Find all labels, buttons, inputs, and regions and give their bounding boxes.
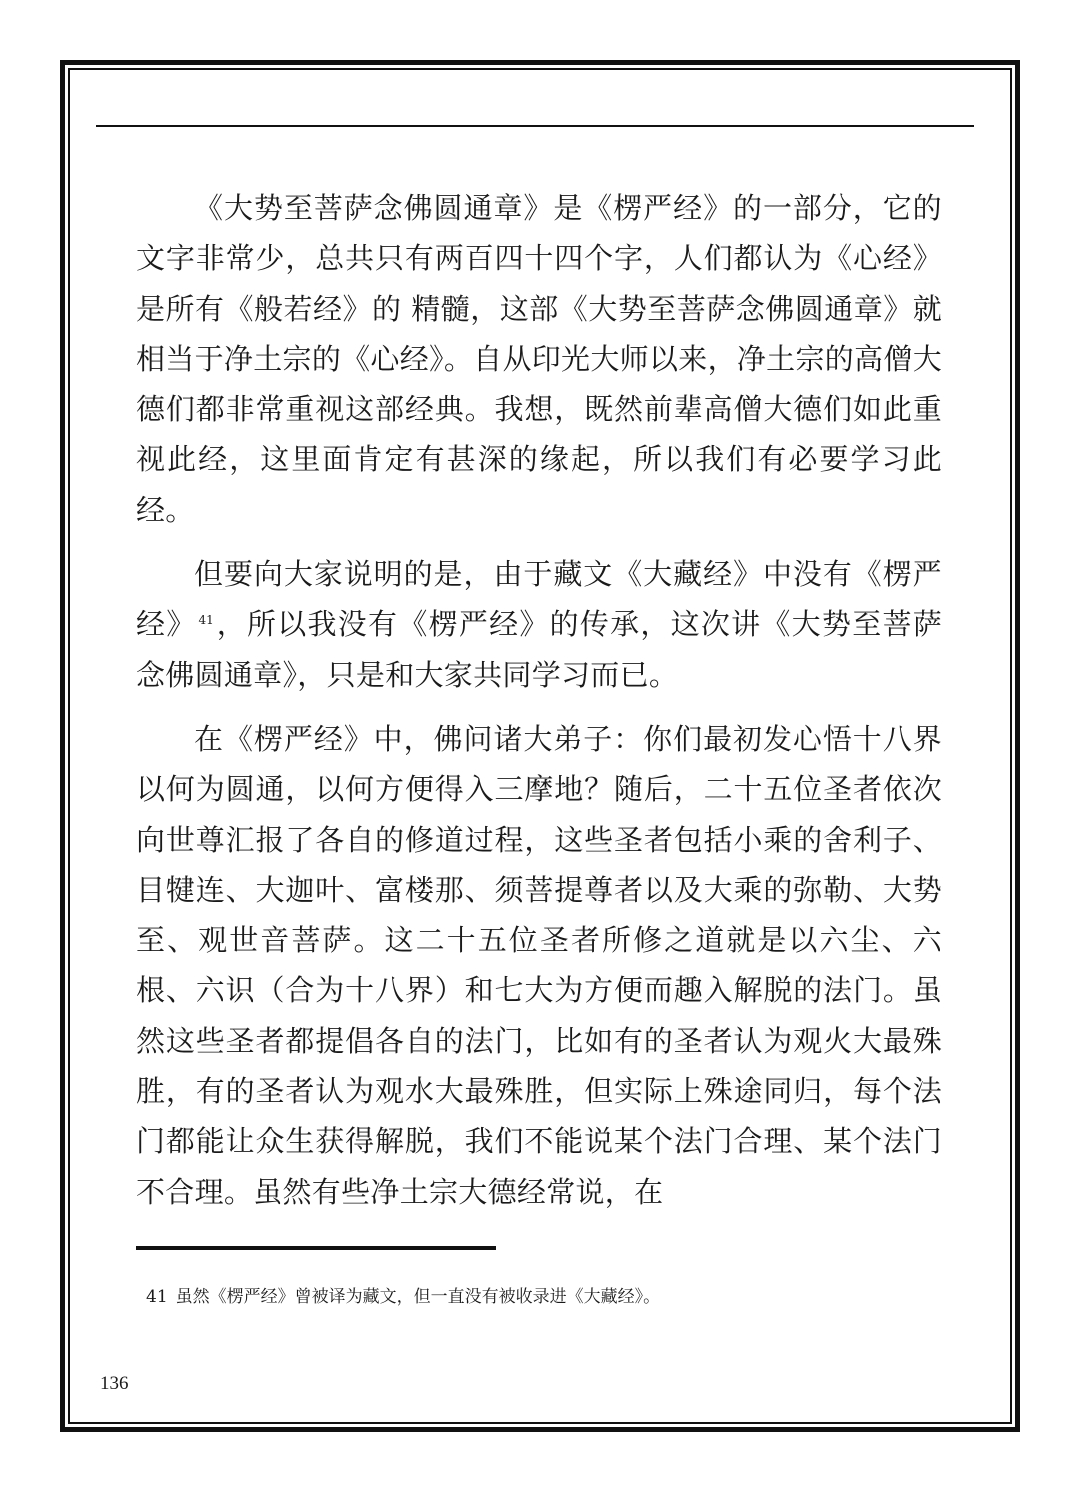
- paragraph-2-text-b: ，所以我没有《楞严经》的传承，这次讲《大势至菩萨念佛圆通章》，只是和大家共同学习而已。: [136, 607, 943, 692]
- header-rule: [96, 125, 974, 127]
- footnote-reference[interactable]: 41: [198, 612, 214, 627]
- body-text: [136, 183, 942, 1231]
- footnote-text: 虽然《楞严经》曾被译为藏文，但一直没有被收录进《大藏经》。: [175, 1287, 661, 1307]
- paragraph-3: [136, 714, 942, 1217]
- footnote-rule: [136, 1246, 496, 1250]
- paragraph-1: [136, 183, 942, 535]
- footnote: [146, 1285, 936, 1309]
- paragraph-3-text: 在《楞严经》中，佛问诸大弟子：你们最初发心悟十八界以何为圆通，以何方便得入三摩地？随后，二十五位圣者依次向世尊汇报了各自的修道过程，这些圣者包括小乘的舍利子、目犍连、大迦叶、富楼那、须菩提尊者以及大乘的弥勒、大势至、观世音菩萨。这二十五位圣者所修之道就是以六尘、六根、六识（合为十八界）和七大为方便而趣入解脱的法门。虽然这些圣者都提倡各自的法门，比如有的圣者认为观火大最殊胜，有的圣者认为观水大最殊胜，但实际上殊途同归，每个法门都能让众生获得解脱，我们不能说某个法门合理、某个法门不合理。虽然有些净土宗大德经常说，在: [136, 721, 942, 1209]
- footnote-number: 41: [146, 1287, 168, 1307]
- page-number: 136: [100, 1373, 129, 1394]
- paragraph-2: [136, 549, 942, 700]
- paragraph-2-text-a: 但要向大家说明的是，由于藏文《大藏经》中没有《楞严经》: [136, 557, 942, 642]
- paragraph-1-text: 《大势至菩萨念佛圆通章》是《楞严经》的一部分，它的文字非常少，总共只有两百四十四个字，人们都认为《心经》是所有《般若经》的 精髓，这部《大势至菩萨念佛圆通章》就相当于净土宗的《心经》。自从印光大师以来，净土宗的高僧大德们都非常重视这部经典。我想，既然前辈高僧大德们如此重视此经，这里面肯定有甚深的缘起，所以我们有必要学习此经。: [136, 191, 942, 527]
